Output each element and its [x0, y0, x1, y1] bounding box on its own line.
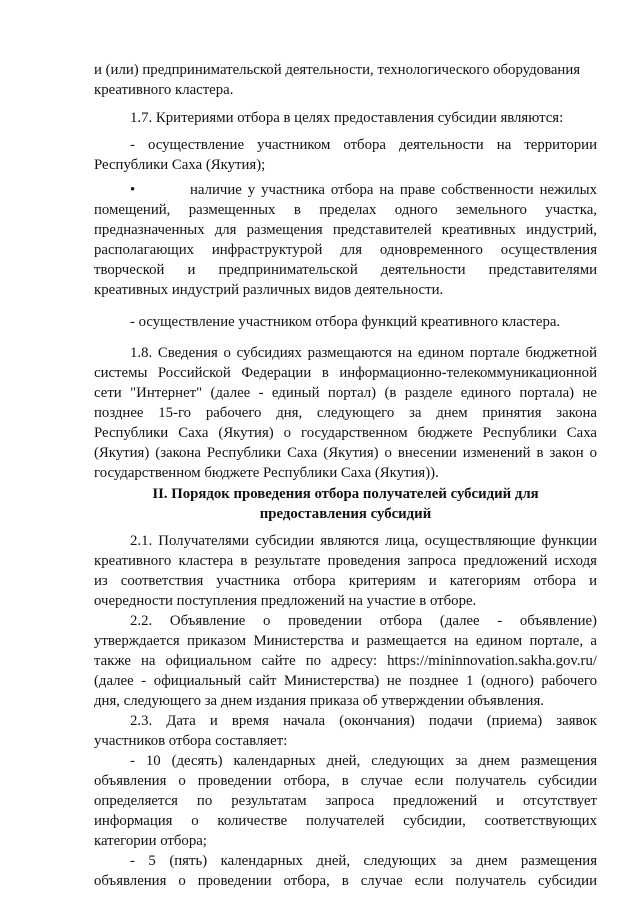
- text-line: (далее - официальный сайт Министерства) не позднее 1 (одного) рабочего: [94, 673, 597, 689]
- list-item: - 10 (десять) календарных дней, следующих за днем размещения: [130, 753, 597, 769]
- text-line: объявления о проведении отбора, в случае если получатель субсидии: [94, 773, 597, 789]
- text-line: очередности поступления предложений на участие в отборе.: [94, 593, 477, 609]
- text-line: помещений, размещенных в пределах одного земельного участка,: [94, 202, 597, 218]
- section-heading: предоставления субсидий: [259, 506, 432, 522]
- clause-1-7: 1.7. Критериями отбора в целях предоставления субсидии являются:: [130, 110, 564, 126]
- clause-2-3: 2.3. Дата и время начала (окончания) подачи (приема) заявок: [130, 713, 597, 729]
- text-line: (Якутия) (закона Республики Саха (Якутия) о внесении изменений в закон о: [94, 445, 597, 461]
- text-line: креативных индустрий различных видов деятельности.: [94, 282, 444, 298]
- text-line: также на официальном сайте по адресу: https://mininnovation.sakha.gov.ru/: [94, 653, 597, 669]
- text-line: предназначенных для размещения представителей креативных индустрий,: [94, 222, 597, 238]
- clause-1-8: 1.8. Сведения о субсидиях размещаются на едином портале бюджетной: [130, 345, 597, 361]
- clause-2-1: 2.1. Получателями субсидии являются лица, осуществляющие функции: [130, 533, 597, 549]
- criteria-item: - осуществление участником отбора деятельности на территории: [130, 137, 597, 153]
- bullet-icon: •: [130, 182, 136, 198]
- text-line: из соответствия участника отбора критериям и категориям отбора и: [94, 573, 597, 589]
- text-line: позднее 15-го рабочего дня, следующего за днем принятия закона: [94, 405, 597, 421]
- section-heading: II. Порядок проведения отбора получателей субсидий для: [152, 486, 539, 502]
- text-line: категории отбора;: [94, 833, 207, 849]
- text-line: творческой и предпринимательской деятельности представителями: [94, 262, 597, 278]
- text-line: утверждается приказом Министерства и размещается на едином портале, а: [94, 633, 597, 649]
- text-line: системы Российской Федерации в информационно-телекоммуникационной: [94, 365, 597, 381]
- text-line: сети "Интернет" (далее - единый портал) (в разделе единого портала) не: [94, 385, 597, 401]
- text-line: и (или) предпринимательской деятельности, технологического оборудования: [94, 62, 581, 78]
- text-line: участников отбора составляет:: [94, 733, 288, 749]
- text-line: Республики Саха (Якутия);: [94, 157, 266, 173]
- text-line: креативного кластера.: [94, 82, 234, 98]
- text-line: располагающих инфраструктурой для одновременного осуществления: [94, 242, 597, 258]
- text-line: дня, следующего за днем издания приказа об утверждении объявления.: [94, 693, 544, 709]
- text-line: определяется по результатам запроса предложений и отсутствует: [94, 793, 597, 809]
- list-item: - 5 (пять) календарных дней, следующих за днем размещения: [130, 853, 597, 869]
- text-line: информация о количестве получателей субсидии, соответствующих: [94, 813, 597, 829]
- text-line: Республики Саха (Якутия) о государственном бюджете Республики Саха: [94, 425, 597, 441]
- text-line: государственном бюджете Республики Саха (Якутия)).: [94, 465, 439, 481]
- criteria-item: - осуществление участником отбора функций креативного кластера.: [130, 314, 561, 330]
- text-line: креативного кластера в результате проведения запроса предложений исходя: [94, 553, 597, 569]
- criteria-item: наличие у участника отбора на праве собственности нежилых: [190, 182, 597, 198]
- clause-2-2: 2.2. Объявление о проведении отбора (далее - объявление): [130, 613, 597, 629]
- text-line: объявления о проведении отбора, в случае если получатель субсидии: [94, 873, 597, 889]
